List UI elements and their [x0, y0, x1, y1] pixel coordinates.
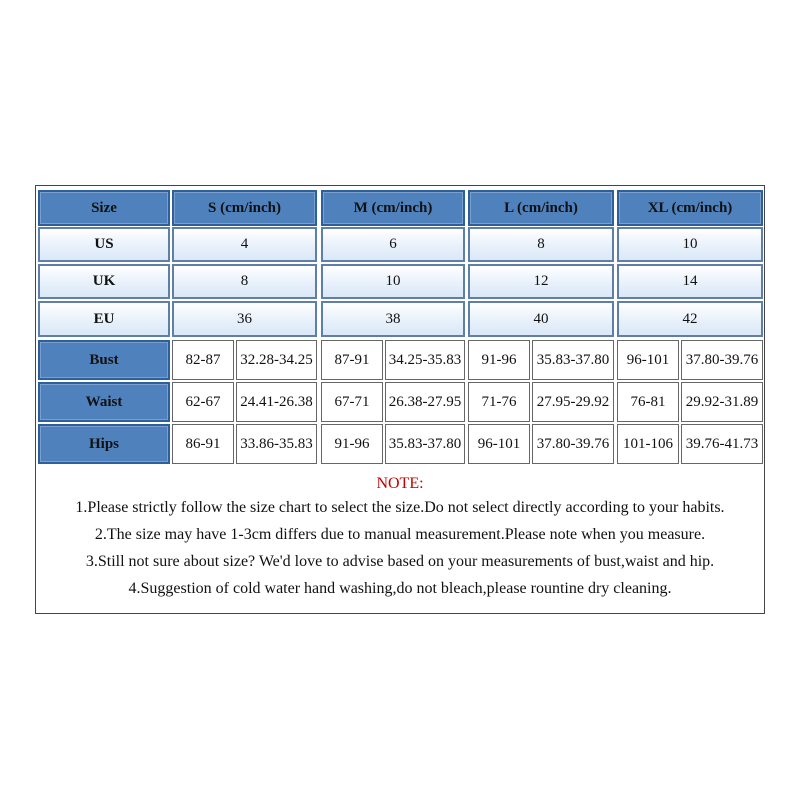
- row-label-uk: UK: [38, 264, 170, 299]
- measure-cm-cell: 91-96: [468, 340, 530, 380]
- header-col-3: L (cm/inch): [468, 190, 614, 226]
- measure-cm-cell: 76-81: [617, 382, 679, 422]
- measure-inch-cell: 35.83-37.80: [385, 424, 465, 464]
- note-title: NOTE:: [376, 475, 424, 492]
- measure-cm-cell: 67-71: [321, 382, 383, 422]
- region-size-cell: 10: [321, 264, 465, 299]
- row-label-waist: Waist: [38, 382, 170, 422]
- measure-inch-cell: 32.28-34.25: [236, 340, 317, 380]
- row-label-us: US: [38, 227, 170, 262]
- region-size-cell: 8: [172, 264, 317, 299]
- row-label-eu: EU: [38, 301, 170, 337]
- note-line-3: 3.Still not sure about size? We'd love to advise based on your measurements of bust,waist and hip.: [85, 553, 715, 570]
- measure-inch-cell: 29.92-31.89: [681, 382, 763, 422]
- measure-inch-cell: 39.76-41.73: [681, 424, 763, 464]
- note-line-1: 1.Please strictly follow the size chart to select the size.Do not select directly according to your habits.: [75, 499, 725, 516]
- notes-section: [36, 465, 764, 613]
- region-size-cell: 42: [617, 301, 763, 337]
- region-size-cell: 10: [617, 227, 763, 262]
- measure-cm-cell: 62-67: [172, 382, 234, 422]
- header-size-label: Size: [38, 190, 170, 226]
- region-size-cell: 8: [468, 227, 614, 262]
- measure-cm-cell: 82-87: [172, 340, 234, 380]
- measure-inch-cell: 27.95-29.92: [532, 382, 614, 422]
- measure-inch-cell: 35.83-37.80: [532, 340, 614, 380]
- region-size-cell: 36: [172, 301, 317, 337]
- note-line-2: 2.The size may have 1-3cm differs due to manual measurement.Please note when you measure.: [94, 526, 706, 543]
- region-size-cell: 6: [321, 227, 465, 262]
- size-chart: [35, 185, 765, 614]
- measure-cm-cell: 96-101: [468, 424, 530, 464]
- region-size-cell: 12: [468, 264, 614, 299]
- header-col-4: XL (cm/inch): [617, 190, 763, 226]
- measure-cm-cell: 96-101: [617, 340, 679, 380]
- measure-inch-cell: 37.80-39.76: [532, 424, 614, 464]
- measure-cm-cell: 87-91: [321, 340, 383, 380]
- measure-cm-cell: 91-96: [321, 424, 383, 464]
- measure-inch-cell: 33.86-35.83: [236, 424, 317, 464]
- measure-cm-cell: 86-91: [172, 424, 234, 464]
- region-size-cell: 38: [321, 301, 465, 337]
- measure-cm-cell: 101-106: [617, 424, 679, 464]
- region-size-cell: 40: [468, 301, 614, 337]
- measure-inch-cell: 26.38-27.95: [385, 382, 465, 422]
- measure-cm-cell: 71-76: [468, 382, 530, 422]
- row-label-bust: Bust: [38, 340, 170, 380]
- measure-inch-cell: 24.41-26.38: [236, 382, 317, 422]
- region-size-cell: 14: [617, 264, 763, 299]
- header-col-2: M (cm/inch): [321, 190, 465, 226]
- row-label-hips: Hips: [38, 424, 170, 464]
- measure-inch-cell: 34.25-35.83: [385, 340, 465, 380]
- header-col-1: S (cm/inch): [172, 190, 317, 226]
- region-size-cell: 4: [172, 227, 317, 262]
- note-line-4: 4.Suggestion of cold water hand washing,do not bleach,please rountine dry cleaning.: [128, 580, 672, 597]
- measure-inch-cell: 37.80-39.76: [681, 340, 763, 380]
